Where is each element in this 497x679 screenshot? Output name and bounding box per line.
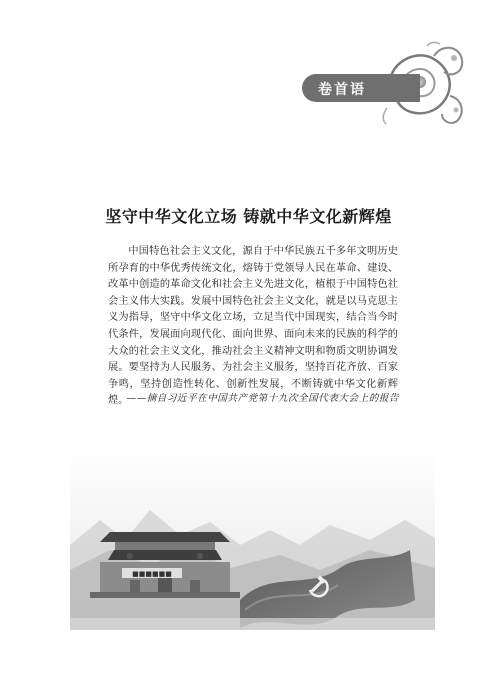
section-label: 卷首语 (318, 82, 366, 98)
page-title: 坚守中华文化立场 铸就中华文化新辉煌 (105, 207, 392, 226)
body-text (108, 244, 398, 410)
body-paragraph: 中国特色社会主义文化，源自于中华民族五千多年文明历史所孕育的中华优秀传统文化，熔铸于党领导人民在革命、建设、改革中创造的革命文化和社会主义先进文化，植根于中国特色社会主义伟大实践。发展中国特色社会主义文化，就是以马克思主义为指导，坚守中华文化立场，立足当代中国现实，结合当今时代条件，发展面向现代化、面向世界、面向未来的民族的科学的大众的社会主义文化，推动社会主义精神文明和物质文明协调发展。要坚持为人民服务、为社会主义服务，坚持百花齐放、百家争鸣，坚持创造性转化、创新性发展，不断铸就中华文化新辉煌。 (108, 246, 398, 407)
attribution: ——摘自习近平在中国共产党第十九次全国代表大会上的报告 (126, 393, 399, 404)
tiananmen-gate-icon (90, 532, 240, 598)
illustration (70, 450, 435, 630)
svg-text:■■■■■■: ■■■■■■ (132, 570, 172, 578)
